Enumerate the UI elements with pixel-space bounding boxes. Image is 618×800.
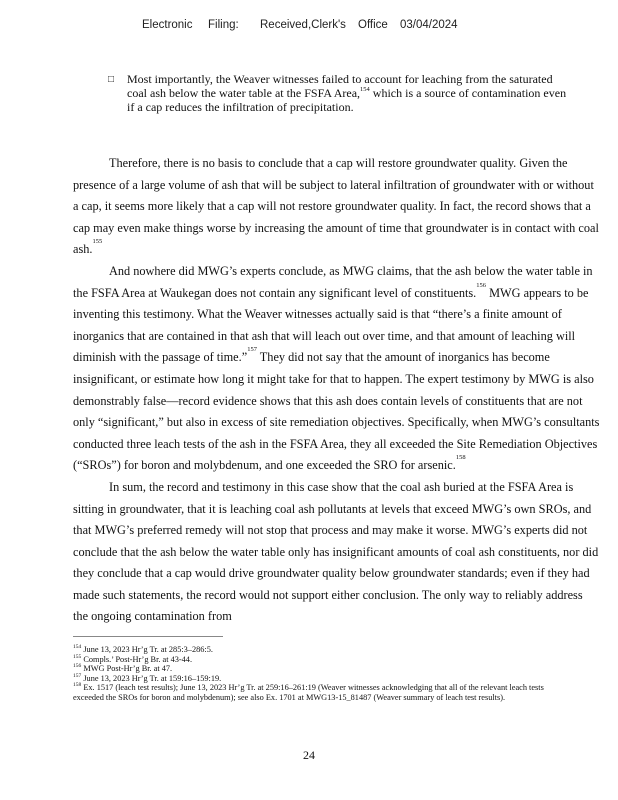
bullet-text: Most importantly, the Weaver witnesses failed to account for leaching from the saturated coal ash below the water table at the FSFA Area,$^{154}$ which is a source of contamination even if a cap reduces the infiltration of precipitation. [127, 72, 567, 114]
header-office: Office [358, 19, 388, 31]
header-electronic: Electronic [142, 19, 193, 31]
bullet-item [108, 73, 568, 114]
footnote: $^{154}$ June 13, 2023 Hr’g Tr. at 285:3–286:5. [73, 644, 213, 654]
paragraph-3: In sum, the record and testimony in this case show that the coal ash buried at the FSFA Area is sitting in groundwater, that it is leaching coal ash pollutants at levels that exceed MWG’s own SROs, and that MWG’s preferred remedy will not stop that process and may make it worse. MWG’s experts did not conclude that the ash below the water table only has insignificant amounts of coal ash constituents, nor did they conclude that a cap would drive groundwater quality below groundwater standards; even if they had made such statements, the record would not support either conclusion. The only way to reliably address the ongoing contamination from [73, 479, 599, 624]
footnote-ref-155: 155 [92, 238, 103, 246]
footnote-divider [73, 636, 223, 637]
footnote-ref-158: 158 [455, 454, 466, 462]
header-date: 03/04/2024 [400, 19, 458, 31]
footnote-ref-157: 157 [247, 346, 257, 354]
document-body [73, 153, 600, 628]
footnote-ref-156: 156 [476, 281, 486, 289]
footnotes [73, 645, 553, 703]
page-number: 24 [303, 748, 315, 762]
footnote: $^{156}$ MWG Post-Hr’g Br. at 47. [73, 663, 173, 674]
header-received: Received,Clerk's [260, 19, 346, 31]
paragraph-2: And nowhere did MWG’s experts conclude, as MWG claims, that the ash below the water table in the FSFA Area at Waukegan does not contain any significant level of constituents.$^{156}$ MWG appears to be inventing this testimony. What the Weaver witnesses actually said is that “there’s a finite amount of inorganics that are contained in that ash that will leach out over time, and that amount of leaching will diminish with the passage of time.”$^{157}$ They did not say that the amount of inorganics has become insignificant, or estimate how long it might take for that to happen. The expert testimony by MWG is also demonstrably false—record evidence shows that this ash does contain levels of constituents that are not only “significant,” but also in excess of site remediation objectives. Specifically, when MWG’s consultants conducted three leach tests of the ash in the FSFA Area, they all exceeded the Site Remediation Objectives (“SROs”) for boron and molybdenum, and one exceeded the SRO for arsenic.$^{158}$ [73, 263, 600, 473]
footnote-ref-154: 154 [360, 85, 370, 93]
paragraph-1: Therefore, there is no basis to conclude that a cap will restore groundwater quality. Given the presence of a large volume of ash that will be subject to lateral infiltration of groundwater with or without a cap, it seems more likely that a cap will not restore groundwater quality. In fact, the record shows that a cap may even make things worse by increasing the amount of time that groundwater is in contact with coal ash.$^{155}$ [73, 156, 599, 257]
footnote: $^{157}$ June 13, 2023 Hr’g Tr. at 159:16–159:19. [73, 672, 222, 683]
header-filing: Filing: [208, 19, 239, 31]
footnote: $^{158}$ Ex. 1517 (leach test results); June 13, 2023 Hr’g Tr. at 259:16–261:19 (Weaver witnesses acknowledging that all of the relevant leach tests exceeded the SROs for boron and molybdenum); see also Ex. 1701 at MWG13-15_81487 (Weaver summary of leach test results). [73, 682, 544, 702]
footnote: $^{155}$ Compls.’ Post-Hr’g Br. at 43-44. [73, 653, 193, 664]
checkbox-bullet-icon: □ [108, 74, 115, 85]
